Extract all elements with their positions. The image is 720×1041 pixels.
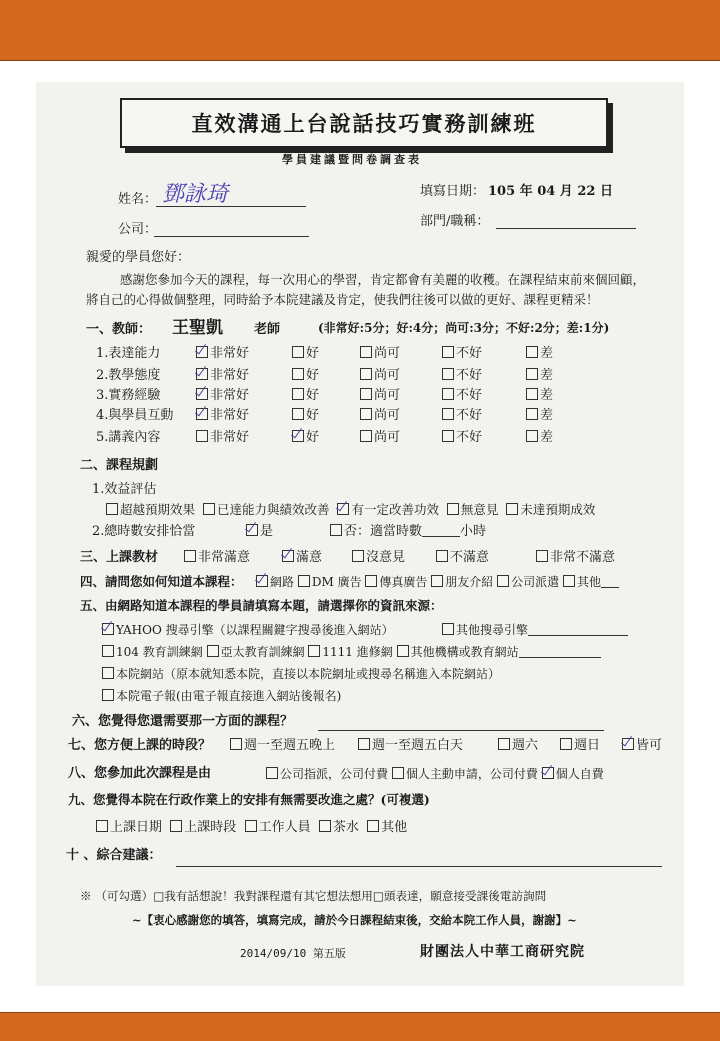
rating-option: 非常好 [196,408,249,424]
document-subtitle: 學員建議暨問卷調查表 [282,153,422,166]
rating-row-label: 4.與學員互動 [96,408,174,423]
s9-heading: 九、您覺得本院在行政作業上的安排有無需要改進之處？(可複選) [68,792,430,807]
q1-option: 超越預期效果 [106,502,195,517]
checkbox-checked[interactable] [102,623,114,635]
teacher-role: 老師 [254,322,281,337]
rating-option: 非常好 [196,368,249,384]
document-title: 直效溝通上台說話技巧實務訓練班 [120,98,608,148]
checkbox[interactable] [184,550,196,562]
checkbox[interactable] [106,503,118,515]
rating-option: 差 [526,408,553,424]
checkbox[interactable] [431,575,443,587]
footer-bar [0,1012,720,1041]
rating-option: 好 [292,346,319,362]
s2-q1: 1.效益評估 [92,482,157,497]
rating-option: 差 [526,346,553,362]
checkbox-checked[interactable] [292,430,304,442]
checkbox[interactable] [397,645,409,657]
name-label: 姓名： [118,192,158,207]
checkbox-checked[interactable] [622,738,634,750]
s3-option: 沒意見 [352,550,405,566]
checkbox-checked[interactable] [282,550,294,562]
rating-option: 尚可 [360,388,400,404]
rating-option: 好 [292,408,319,424]
teacher-name: 王聖凱 [172,318,223,338]
checkbox[interactable] [526,430,538,442]
checkbox[interactable] [365,575,377,587]
rating-option: 尚可 [360,430,400,446]
s10-heading: 十 、綜合建議： [66,848,162,863]
checkbox[interactable] [442,408,454,420]
rating-option: 差 [526,368,553,384]
checkbox[interactable] [442,368,454,380]
checkbox[interactable] [292,388,304,400]
s7-option: 週一至週五晚上 [230,738,335,754]
checkbox[interactable] [526,388,538,400]
checkbox[interactable] [308,645,320,657]
checkbox[interactable] [526,368,538,380]
checkbox[interactable] [207,645,219,657]
checkbox[interactable] [298,575,310,587]
q2-yes: 是 [246,524,273,540]
checkbox-checked[interactable] [337,503,349,515]
rating-option: 尚可 [360,368,400,384]
checkbox[interactable] [360,368,372,380]
checkbox[interactable] [102,645,114,657]
checkbox[interactable] [330,524,342,536]
checkbox[interactable] [392,767,404,779]
checkbox[interactable] [203,503,215,515]
rating-option: 差 [526,430,553,446]
checkbox-checked[interactable] [196,346,208,358]
survey-document [36,82,684,986]
checkbox[interactable] [498,738,510,750]
rating-option: 不好 [442,430,482,446]
footer-note: ※ （可勾選）□我有話想說！我對課程還有其它想法想用□頭表達，願意接受課後電訪詢問 [80,889,547,903]
dept-label: 部門/職稱： [420,214,490,229]
s2-heading: 二、課程規劃 [80,458,159,473]
rating-option: 好 [292,430,319,446]
rating-option: 非常好 [196,388,249,404]
rating-option: 不好 [442,388,482,404]
checkbox[interactable] [442,346,454,358]
s3-heading: 三、上課教材 [80,550,159,565]
footer-thanks: ~【衷心感謝您的填答，填寫完成，請於今日課程結束後，交給本院工作人員，謝謝】~ [132,913,577,927]
checkbox[interactable] [170,820,182,832]
checkbox[interactable] [563,575,575,587]
greeting: 親愛的學員您好： [86,250,191,265]
checkbox-checked[interactable] [196,408,208,420]
rating-row-label: 2.教學態度 [96,368,161,383]
checkbox[interactable] [506,503,518,515]
date-label: 填寫日期： [420,184,486,199]
s5-site: 本院網站（原本就知悉本院，直接以本院網址或搜尋名稱進入本院網站） [102,666,500,682]
s3-option: 滿意 [282,550,322,566]
checkbox[interactable] [102,667,114,679]
rating-option: 不好 [442,368,482,384]
checkbox[interactable] [360,346,372,358]
checkbox[interactable] [360,430,372,442]
checkbox[interactable] [319,820,331,832]
checkbox[interactable] [292,408,304,420]
checkbox[interactable] [230,738,242,750]
rating-row-label: 1.表達能力 [96,346,161,361]
s2-q2: 2.總時數安排恰當 [92,524,196,539]
checkbox[interactable] [367,820,379,832]
checkbox[interactable] [536,550,548,562]
rating-option: 非常好 [196,346,249,362]
checkbox[interactable] [352,550,364,562]
name-value: 鄧詠琦 [162,182,229,207]
checkbox[interactable] [436,550,448,562]
s2-q1-options [106,502,595,518]
rating-scale: (非常好:5分；好:4分；尚可:3分；不好:2分；差:1分) [318,321,610,335]
intro-line-1: 感謝您參加今天的課程，每一次用心的學習，肯定都會有美麗的收穫。在課程結束前來個回顧， [120,272,646,287]
s5-yahoo: YAHOO 搜尋引擎（以課程關鍵字搜尋後進入網站） [102,622,394,638]
footer-version: 2014/09/10 第五版 [240,947,346,960]
s4-heading: 四、請問您如何知道本課程： [80,574,243,589]
s3-option: 不滿意 [436,550,489,566]
checkbox[interactable] [442,623,454,635]
checkbox-checked[interactable] [256,575,268,587]
q1-option: 有一定改善功效 [337,502,439,517]
header-bar [0,0,720,61]
checkbox[interactable] [96,820,108,832]
s7-option: 週六 [498,738,538,754]
checkbox[interactable] [526,408,538,420]
checkbox[interactable] [102,689,114,701]
s5-row2: 104 教育訓練網 亞太教育訓練網 1111 進修網 其他機構或教育網站 [102,644,601,660]
s7-option: 週日 [560,738,600,754]
s8-heading: 八、您參加此次課程是由 [68,766,212,781]
rating-option: 尚可 [360,346,400,362]
rating-row-label: 5.講義內容 [96,430,161,445]
rating-option: 尚可 [360,408,400,424]
checkbox[interactable] [292,368,304,380]
q1-option: 無意見 [447,502,499,517]
s7-option: 皆可 [622,738,662,754]
s3-option: 非常滿意 [184,550,250,566]
checkbox[interactable] [245,820,257,832]
intro-line-2: 將自己的心得做個整理，同時給予本院建議及肯定，使我們往後可以做的更好、課程更精采！ [86,292,599,307]
checkbox[interactable] [292,346,304,358]
q1-option: 未達預期成效 [506,502,595,517]
rating-option: 不好 [442,408,482,424]
checkbox[interactable] [360,388,372,400]
s8-options: 公司指派，公司付費 個人主動申請，公司付費 個人自費 [266,766,604,782]
checkbox-checked[interactable] [196,388,208,400]
q1-option: 已達能力與績效改善 [203,502,330,517]
checkbox[interactable] [442,388,454,400]
checkbox[interactable] [442,430,454,442]
checkbox[interactable] [360,408,372,420]
rating-option: 非常好 [196,430,249,446]
rating-row-label: 3.實務經驗 [96,388,161,403]
checkbox[interactable] [196,430,208,442]
q2-no: 否：適當時數 小時 [330,524,486,540]
s5-other-search: 其他搜尋引擎 [442,622,628,638]
s1-heading: 一、教師： [86,322,152,337]
checkbox[interactable] [266,767,278,779]
rating-option: 好 [292,388,319,404]
checkbox-checked[interactable] [246,524,258,536]
checkbox[interactable] [526,346,538,358]
s5-epaper: 本院電子報(由電子報直接進入網站後報名) [102,688,341,704]
checkbox[interactable] [358,738,370,750]
rating-option: 不好 [442,346,482,362]
rating-option: 差 [526,388,553,404]
s7-heading: 七、您方便上課的時段？ [68,738,212,753]
s7-option: 週一至週五白天 [358,738,463,754]
checkbox[interactable] [497,575,509,587]
s6-heading: 六、您覺得您還需要那一方面的課程？ [72,714,294,729]
footer-org: 財團法人中華工商研究院 [420,944,585,960]
checkbox[interactable] [447,503,459,515]
s3-option: 非常不滿意 [536,550,615,566]
checkbox-checked[interactable] [542,767,554,779]
s5-heading: 五、由網路知道本課程的學員請填寫本題，請選擇你的資訊來源： [80,598,443,613]
date-value: 105 年 04 月 22 日 [488,184,613,199]
s4-options: 網路 DM 廣告 傳真廣告 朋友介紹 公司派遣 其他 [256,574,619,590]
checkbox[interactable] [560,738,572,750]
s9-options: 上課日期 上課時段 工作人員 茶水 其他 [96,820,407,836]
checkbox-checked[interactable] [196,368,208,380]
company-label: 公司： [118,222,158,237]
rating-option: 好 [292,368,319,384]
